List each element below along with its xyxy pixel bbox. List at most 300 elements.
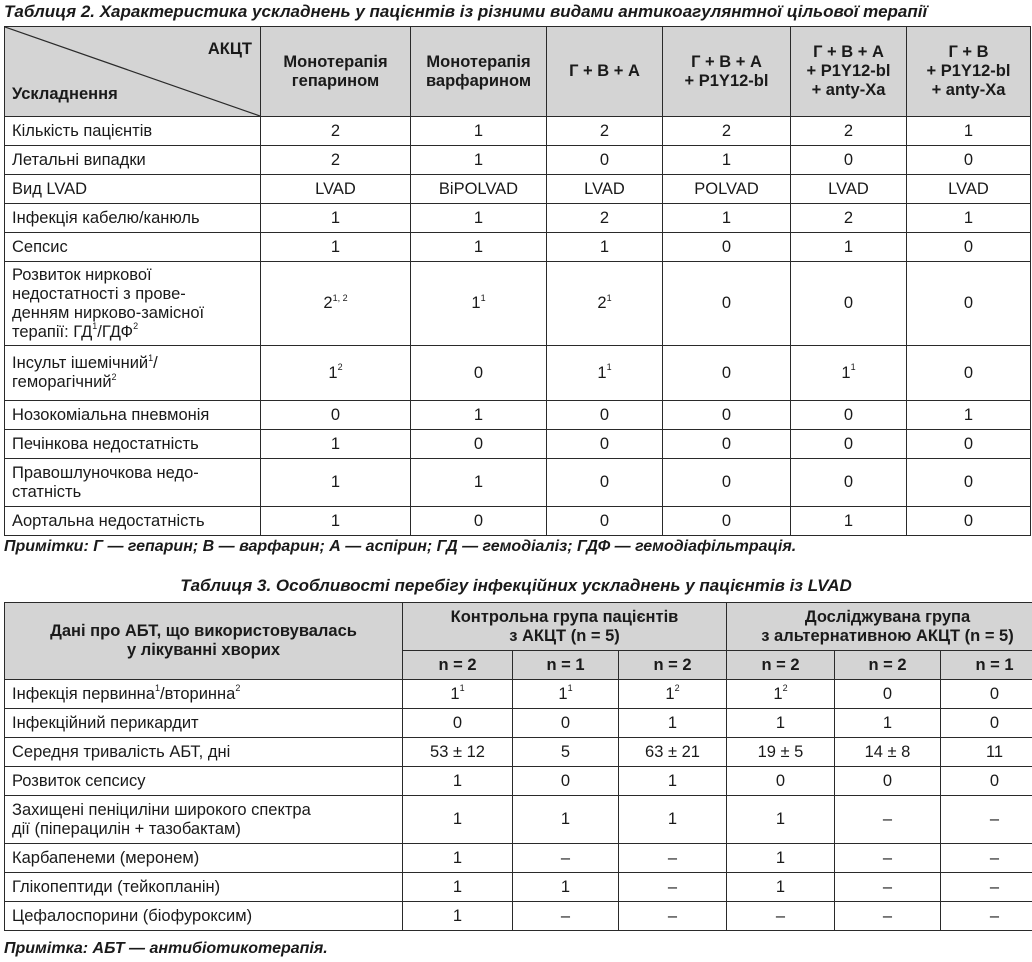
cell-value: 1 (328, 363, 338, 382)
table-cell (835, 767, 941, 796)
cell-value: 0 (473, 434, 484, 453)
table-row (5, 680, 1032, 709)
row-label-text: статність (12, 482, 82, 501)
cell-value: 0 (843, 434, 854, 453)
table-cell (513, 738, 619, 767)
cell-value: 1 (775, 877, 786, 896)
cell-value: 1 (473, 208, 484, 227)
cell-value: 1 (882, 713, 893, 732)
row-label (5, 844, 403, 873)
table-row (5, 767, 1032, 796)
row-label-text: Кількість пацієнтів (12, 121, 153, 140)
table-cell (411, 401, 547, 430)
table-cell (547, 175, 663, 204)
cell-value: 1 (330, 208, 341, 227)
row-label (5, 796, 403, 844)
row-label (5, 902, 403, 931)
table-cell (791, 146, 907, 175)
cell-value: 1 (450, 684, 460, 703)
table2-body (5, 117, 1031, 536)
cell-value: LVAD (584, 179, 625, 198)
table-cell (727, 738, 835, 767)
table-cell (513, 796, 619, 844)
table-cell (727, 844, 835, 873)
cell-value: 1 (473, 121, 484, 140)
table-cell (547, 401, 663, 430)
table-row (5, 146, 1031, 175)
row-label-text: Вид LVAD (12, 179, 88, 198)
table-cell (261, 146, 411, 175)
cell-value: – (882, 848, 893, 867)
table-cell (403, 767, 513, 796)
table-cell (411, 204, 547, 233)
cell-value: 2 (599, 208, 610, 227)
cell-value: 1 (843, 511, 854, 530)
table-cell (261, 430, 411, 459)
cell-superscript: 1 (606, 362, 612, 372)
cell-value: 1 (963, 121, 974, 140)
row-label (5, 459, 261, 507)
cell-superscript: 2 (674, 683, 680, 693)
cell-value: 11 (985, 742, 1004, 761)
table-cell (835, 709, 941, 738)
cell-value: 0 (963, 150, 974, 169)
cell-value: – (560, 848, 571, 867)
table-row (5, 844, 1032, 873)
table-cell (791, 401, 907, 430)
table-cell (727, 902, 835, 931)
cell-value: 1 (843, 237, 854, 256)
table2-col-header: Г + В + А + P1Y12-bl (663, 27, 791, 117)
cell-value: 0 (473, 511, 484, 530)
table-cell (663, 204, 791, 233)
table-cell (411, 233, 547, 262)
row-label-text: Середня тривалість АБТ, дні (12, 742, 231, 761)
cell-value: – (989, 810, 1000, 828)
row-label-text: Аортальна недостатність (12, 511, 205, 530)
table-cell (513, 873, 619, 902)
row-label (5, 738, 403, 767)
row-label (5, 507, 261, 536)
table2-col-header: Г + В + А (547, 27, 663, 117)
cell-value: 0 (599, 473, 610, 491)
cell-value: 1 (963, 208, 974, 227)
table3-caption: Таблиця 3. Особливості перебігу інфекційних ускладнень у пацієнтів із LVAD (180, 576, 852, 595)
table-cell (403, 796, 513, 844)
table-cell (941, 680, 1032, 709)
table-cell (663, 346, 791, 401)
row-label-text: Летальні випадки (12, 150, 146, 169)
row-label-text: Глікопептиди (тейкопланін) (12, 877, 221, 896)
table-cell (791, 175, 907, 204)
table-cell (619, 738, 727, 767)
cell-value: 2 (599, 121, 610, 140)
table-cell (513, 709, 619, 738)
subgroup-header: n = 2 (619, 651, 727, 680)
row-label-text: Інфекція первинна$^1$/вторинна$^2$ (12, 683, 241, 703)
label-superscript: 1 (148, 352, 154, 363)
cell-value: 14 ± 8 (864, 742, 911, 761)
table-cell (619, 767, 727, 796)
table-cell (411, 430, 547, 459)
table3 (4, 602, 1032, 931)
row-label-text: Нозокоміальна пневмонія (12, 405, 210, 424)
cell-value: 63 ± 21 (645, 742, 700, 761)
cell-value: 0 (721, 434, 732, 453)
table-cell (547, 204, 663, 233)
table-cell (941, 738, 1032, 767)
row-label-text: терапії: $ГД^1/ГДФ^2$ (12, 321, 139, 341)
cell-value: 0 (963, 511, 974, 530)
cell-value: 0 (721, 294, 732, 312)
cell-value: 0 (452, 713, 463, 732)
cell-superscript: 1 (606, 292, 612, 303)
cell-value: 0 (599, 434, 610, 453)
row-label-text: Інфекція кабелю/канюль (12, 208, 200, 227)
table-cell (835, 796, 941, 844)
cell-value: – (989, 877, 1000, 896)
table-cell (941, 873, 1032, 902)
cell-value: 0 (330, 405, 341, 424)
cell-value: 2 (843, 121, 854, 140)
row-label (5, 117, 261, 146)
row-label-text: Цефалоспорини (біофуроксим) (12, 906, 253, 925)
cell-value: 1 (452, 906, 463, 925)
cell-value: 0 (963, 363, 974, 382)
cell-value: 1 (452, 877, 463, 896)
row-label-text: Розвиток сепсису (12, 771, 146, 790)
cell-value: 0 (963, 294, 974, 312)
cell-value: 0 (721, 473, 732, 491)
corner-top-label: АКЦТ (207, 40, 252, 58)
cell-superscript: 2 (782, 683, 788, 693)
cell-superscript: 1 (459, 683, 465, 693)
cell-value: 0 (721, 511, 732, 530)
row-label (5, 346, 261, 401)
cell-value: 1 (599, 237, 610, 256)
row-label (5, 767, 403, 796)
table-cell (547, 146, 663, 175)
cell-value: – (989, 848, 1000, 867)
table-cell (547, 507, 663, 536)
cell-value: 1 (667, 713, 678, 732)
cell-value: 53 ± 12 (430, 742, 485, 761)
cell-value: 1 (597, 363, 607, 382)
table-cell (619, 902, 727, 931)
cell-value: – (560, 906, 571, 925)
table-row (5, 175, 1031, 204)
cell-value: 0 (963, 237, 974, 256)
table-cell (513, 680, 619, 709)
table-cell (619, 680, 727, 709)
table-cell (261, 346, 411, 401)
cell-value: 1 (330, 511, 341, 530)
cell-value: – (882, 906, 893, 925)
row-label (5, 175, 261, 204)
cell-value: 2 (323, 294, 333, 312)
table-cell (727, 767, 835, 796)
cell-value: 0 (843, 294, 854, 312)
table-cell (411, 346, 547, 401)
cell-value: 1 (665, 684, 675, 703)
cell-value: 2 (721, 121, 732, 140)
table-cell (663, 507, 791, 536)
cell-value: 0 (963, 434, 974, 453)
table-cell (727, 709, 835, 738)
cell-value: 0 (721, 237, 732, 256)
table-cell (411, 117, 547, 146)
table-row (5, 902, 1032, 931)
cell-value: 1 (667, 810, 678, 828)
cell-value: – (775, 906, 786, 925)
row-label (5, 709, 403, 738)
table-cell (791, 507, 907, 536)
table-row (5, 709, 1032, 738)
cell-value: 0 (963, 473, 974, 491)
cell-value: 1 (775, 810, 786, 828)
cell-value: 0 (599, 511, 610, 530)
cell-value: 0 (989, 771, 1000, 790)
cell-value: 1 (841, 363, 851, 382)
table-cell (907, 204, 1031, 233)
subgroup-header: n = 1 (941, 651, 1032, 680)
table-cell (403, 738, 513, 767)
cell-value: 0 (989, 713, 1000, 732)
table-cell (403, 680, 513, 709)
cell-value: 1 (473, 473, 484, 491)
row-label (5, 233, 261, 262)
row-label (5, 262, 261, 346)
cell-superscript: 1 (480, 292, 486, 303)
cell-value: 1 (560, 810, 571, 828)
row-label (5, 401, 261, 430)
row-label-text: Сепсис (12, 237, 68, 256)
table-row (5, 346, 1031, 401)
cell-value: 19 ± 5 (757, 742, 804, 761)
table-cell (403, 873, 513, 902)
row-label (5, 680, 403, 709)
table-cell (663, 430, 791, 459)
table-cell (941, 767, 1032, 796)
cell-value: 2 (330, 150, 341, 169)
table-row (5, 401, 1031, 430)
table-row (5, 204, 1031, 233)
row-label-text: Захищені пеніциліни широкого спектра (12, 800, 311, 819)
table2-col-header: Монотерапія гепарином (261, 27, 411, 117)
table-cell (261, 401, 411, 430)
row-label-text: Правошлуночкова недо- (12, 463, 199, 482)
table2-header-row (5, 27, 1031, 117)
row-label-text: Інфекційний перикардит (12, 713, 199, 732)
table-row (5, 262, 1031, 346)
cell-value: 1 (473, 150, 484, 169)
subgroup-header: n = 2 (403, 651, 513, 680)
table-cell (907, 233, 1031, 262)
cell-value: – (882, 810, 893, 828)
cell-value: 2 (330, 121, 341, 140)
table-cell (513, 902, 619, 931)
table-cell (261, 233, 411, 262)
cell-value: – (882, 877, 893, 896)
table-cell (261, 459, 411, 507)
table-cell (791, 346, 907, 401)
table-cell (727, 680, 835, 709)
cell-value: 1 (330, 237, 341, 256)
table-cell (411, 459, 547, 507)
cell-superscript: 1 (850, 362, 856, 372)
table-cell (403, 709, 513, 738)
table-cell (547, 459, 663, 507)
table2-col-header: Г + В + P1Y12-bl + anty-Xa (907, 27, 1031, 117)
cell-value: 1 (452, 848, 463, 867)
table-cell (261, 204, 411, 233)
cell-value: 0 (989, 684, 1000, 703)
label-superscript: 2 (133, 321, 139, 331)
table2-col-header: Монотерапія варфарином (411, 27, 547, 117)
table-cell (411, 262, 547, 346)
cell-value: 0 (843, 405, 854, 424)
table2-caption: Таблиця 2. Характеристика ускладнень у пацієнтів із різними видами антикоагулянтної цільової терапії (4, 2, 928, 21)
row-label-text: Карбапенеми (меронем) (12, 848, 200, 867)
cell-value: 0 (882, 684, 893, 703)
row-label (5, 873, 403, 902)
table-row (5, 430, 1031, 459)
table-cell (835, 844, 941, 873)
table-cell (791, 233, 907, 262)
table3-note: Примітка: АБТ — антибіотикотерапія. (4, 940, 328, 957)
table-cell (941, 709, 1032, 738)
table2 (4, 26, 1031, 536)
cell-value: 1 (473, 237, 484, 256)
table-cell (403, 902, 513, 931)
table-cell (835, 680, 941, 709)
cell-value: 1 (330, 434, 341, 453)
table-cell (907, 430, 1031, 459)
study-group-header: Досліджувана група з альтернативною АКЦТ (n = 5) (727, 603, 1032, 651)
table-cell (941, 796, 1032, 844)
table-cell (411, 175, 547, 204)
table-cell (513, 767, 619, 796)
cell-value: 1 (471, 294, 481, 312)
table-cell (791, 204, 907, 233)
table-cell (619, 796, 727, 844)
cell-value: 0 (721, 405, 732, 424)
row-label-text: недостатності з прове- (12, 284, 186, 303)
table-cell (835, 873, 941, 902)
cell-value: 0 (882, 771, 893, 790)
table-cell (547, 430, 663, 459)
table-cell (547, 117, 663, 146)
table-cell (261, 117, 411, 146)
table2-corner-header (5, 27, 261, 117)
cell-value: 0 (560, 713, 571, 732)
table-row (5, 796, 1032, 844)
table-cell (547, 262, 663, 346)
cell-superscript: 2 (337, 362, 343, 372)
cell-value: – (989, 906, 1000, 925)
label-superscript: 1 (154, 683, 160, 693)
cell-value: 1 (721, 150, 732, 169)
cell-value: POLVAD (694, 179, 759, 198)
subgroup-header: n = 2 (727, 651, 835, 680)
table-row (5, 507, 1031, 536)
table-cell (907, 507, 1031, 536)
table-cell (663, 233, 791, 262)
cell-value: 1 (775, 848, 786, 867)
table-cell (547, 233, 663, 262)
cell-value: BiPOLVAD (438, 179, 519, 198)
label-superscript: 2 (235, 683, 241, 693)
table-cell (727, 873, 835, 902)
table-cell (727, 796, 835, 844)
cell-value: 1 (721, 208, 732, 227)
table-cell (411, 146, 547, 175)
cell-value: 1 (473, 405, 484, 424)
table2-note: Примітки: Г — гепарин; В — варфарин; А — аспірин; ГД — гемодіаліз; ГДФ — гемодіафільтрація. (4, 538, 797, 555)
corner-bottom-label: Ускладнення (12, 85, 118, 103)
table-row (5, 117, 1031, 146)
cell-value: 0 (843, 150, 854, 169)
table-cell (663, 401, 791, 430)
cell-value: 1 (452, 771, 463, 790)
cell-value: 2 (597, 294, 607, 312)
table-cell (547, 346, 663, 401)
cell-value: 1 (963, 405, 974, 424)
table-cell (791, 262, 907, 346)
table-cell (791, 459, 907, 507)
table-cell (403, 844, 513, 873)
table-cell (619, 844, 727, 873)
table-cell (619, 709, 727, 738)
table-cell (261, 262, 411, 346)
cell-value: 0 (473, 363, 484, 382)
cell-superscript: 1 (567, 683, 573, 693)
table-row (5, 233, 1031, 262)
table-cell (663, 175, 791, 204)
subgroup-header: n = 1 (513, 651, 619, 680)
table-cell (619, 873, 727, 902)
table3-first-header: Дані про АБТ, що використовувалась у лікуванні хворих (5, 603, 403, 680)
table-cell (791, 117, 907, 146)
table-row (5, 873, 1032, 902)
row-label (5, 204, 261, 233)
table-cell (261, 175, 411, 204)
row-label-text: денням нирково-замісної (12, 303, 205, 322)
table-cell (907, 459, 1031, 507)
label-superscript: 2 (111, 371, 117, 382)
table-cell (941, 844, 1032, 873)
table-cell (663, 459, 791, 507)
table-cell (907, 146, 1031, 175)
cell-value: LVAD (315, 179, 356, 198)
table-cell (907, 175, 1031, 204)
row-label-text: дії (піперацилін + тазобактам) (12, 819, 241, 838)
table-cell (261, 507, 411, 536)
table-cell (411, 507, 547, 536)
cell-value: 1 (452, 810, 463, 828)
table-row (5, 738, 1032, 767)
cell-value: 0 (599, 405, 610, 424)
table-cell (907, 401, 1031, 430)
table-cell (663, 117, 791, 146)
row-label-text: Печінкова недостатність (12, 434, 199, 453)
cell-value: 1 (667, 771, 678, 790)
control-group-header: Контрольна група пацієнтів з АКЦТ (n = 5) (403, 603, 727, 651)
cell-value: 0 (560, 771, 571, 790)
cell-value: 1 (775, 713, 786, 732)
table-row (5, 459, 1031, 507)
row-label (5, 146, 261, 175)
